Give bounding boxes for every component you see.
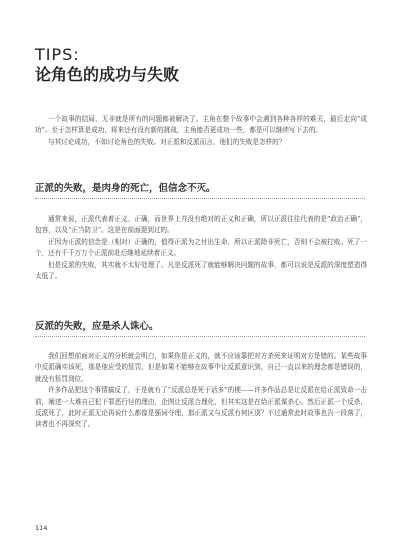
title-block	[35, 46, 179, 85]
body-paragraph: 我们回想前面对正义的分析就会明白，如果你是正义的，就不应该靠把对方杀死来证明对方是错的。某些故事中反派确实该死，那是他应受的惩罚，但是如果不能够在故事中让反派意识到，自己一直以来的理念都是错误的，就没有惩罚到位。	[35, 352, 367, 383]
section-righteous-text	[35, 214, 367, 282]
body-paragraph: 许多作品把这个事情搞反了，于是就有了“反派总是死于话多”的梗——许多作品总是让反派在给正派致命一击前，阐述一大堆自己犯下罪恶行径的理由，企图让反派合理化，但其实这是在给正派谋杀心。然后正派一个反杀，反派死了，此时正派无论再说什么都像是强词夺理，那正派又与反派有何区别？不过通常此时故事也告一段落了，读者也不再深究了。	[35, 386, 367, 429]
section-heading-villain: 反派的失败，应是杀人诛心。	[35, 321, 159, 332]
section-divider	[35, 336, 365, 337]
section-heading-righteous: 正派的失败，是肉身的死亡，但信念不灭。	[35, 183, 216, 194]
intro-paragraph: 与其讨论成功，不如讨论角色的失败。对正派和反派而言，他们的失败是怎样的？	[48, 137, 286, 146]
title-tips: TIPS:	[35, 45, 80, 64]
intro-text	[35, 114, 367, 148]
intro-paragraph: 一个故事的结局，无非就是所有的问题都被解决了。主角在整个故事中会遇到各种各样的难关，最后走向“成功”。至于怎样算是成功，将来还有没有新的挑战，主角能否更成功一些，都是可以继续写下去的。	[35, 115, 367, 135]
section-divider	[35, 198, 365, 199]
section-villain-text	[35, 351, 367, 431]
body-paragraph: 通常来说，正派代表着正义、正确，而世界上并没有绝对的正义和正确，所以正派往往代表的是“政治正确”，包容，以及“正当防卫”。这是在前面提到过的。	[35, 215, 367, 235]
page-title: 论角色的成功与失败	[35, 65, 180, 84]
body-paragraph: 但是反派的失败，其实就不太好处理了。凡是反派死了就能够解决问题的故事，都可以说是反派的深度塑造得太低了。	[35, 260, 367, 281]
page-number: 114	[35, 524, 48, 532]
body-paragraph: 正因为正派的信念是（相对）正确的，值得正派为之付出生命，所以正派除非死亡，否则不会被打败。死了一个，还有千千万万个正派前赴后继地延续着正义。	[35, 237, 367, 258]
